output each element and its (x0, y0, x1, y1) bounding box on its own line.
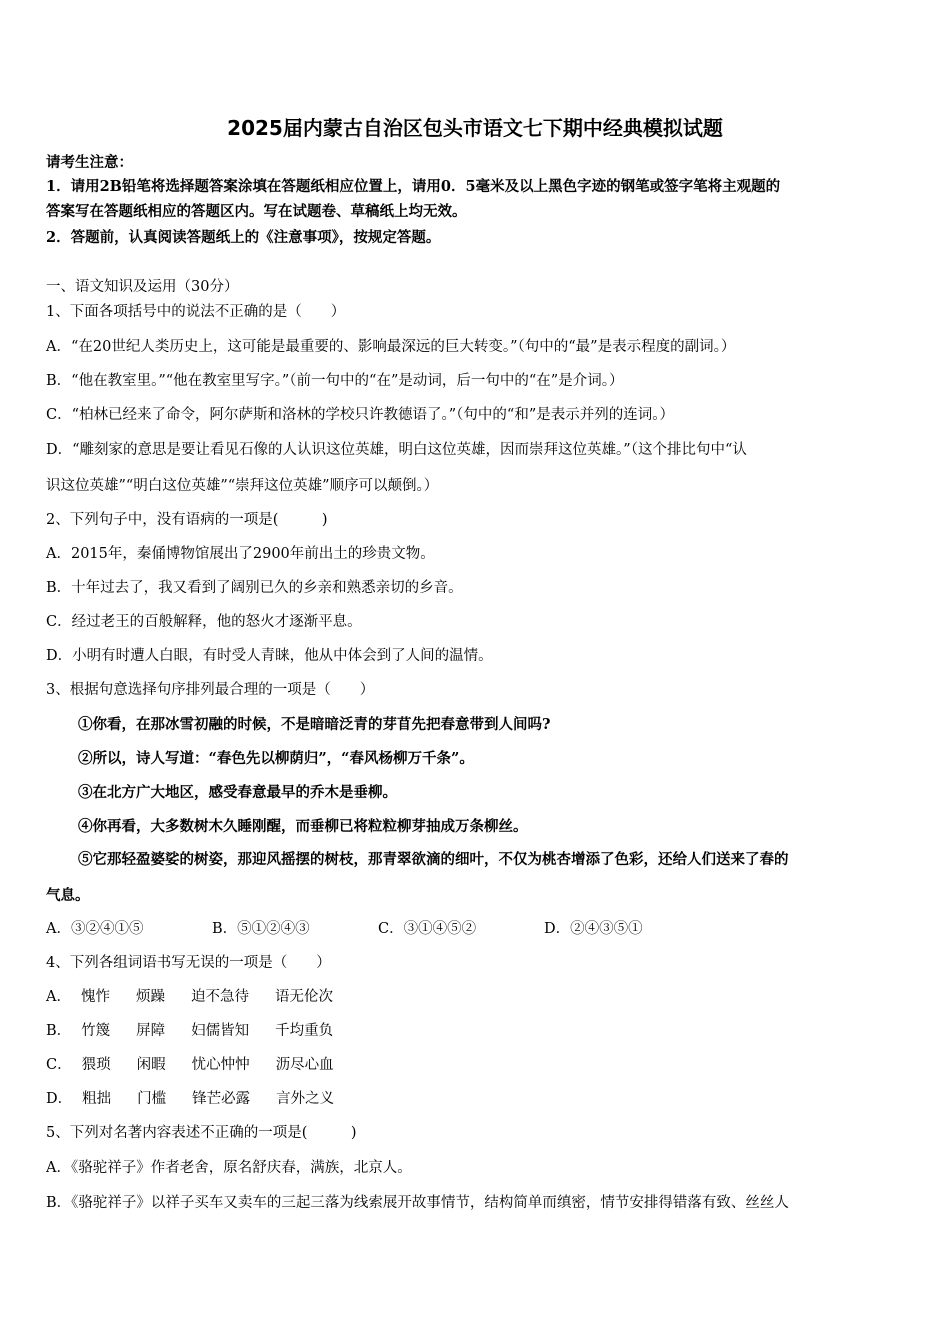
q4-a-word: 愧怍 (80, 989, 110, 1005)
q2-stem: 2、下列句子中，没有语病的一项是( ) (46, 512, 328, 528)
q1-option-c: C．“柏林已经来了命令，阿尔萨斯和洛林的学校只许教德语了。”（句中的“和”是表示并列的连词。） (46, 407, 674, 423)
q3-sentence-1: ①你看，在那冰雪初融的时候，不是暗暗泛青的芽苜先把春意带到人间吗? (78, 716, 551, 733)
q1-option-b: B．“他在教室里。”“他在教室里写字。”（前一句中的“在”是动词，后一句中的“在”是介词。） (46, 373, 624, 389)
q2-option-a: A．2015年，秦俑博物馆展出了2900年前出土的珍贵文物。 (46, 546, 435, 562)
q3-options (46, 920, 643, 938)
q5-option-b: B．《骆驼祥子》以祥子买车又卖车的三起三落为线索展开故事情节，结构简单而缜密，情节安排得错落有致、丝丝人 (46, 1195, 789, 1211)
section-heading: 一、语文知识及运用（30分） (46, 279, 239, 295)
q4-b-word: 千均重负 (275, 1023, 334, 1039)
q4-c-word: 闲暇 (136, 1057, 166, 1073)
q4-option-a (46, 988, 359, 1006)
q3-option-b: B．⑤①②④③ (212, 921, 310, 937)
q3-option-d: D．②④③⑤① (544, 921, 643, 937)
q4-b-word: 竹篾 (81, 1023, 111, 1039)
q4-a-word: 烦躁 (135, 989, 165, 1005)
q2-option-d: D．小明有时遭人白眼，有时受人青睐，他从中体会到了人间的温情。 (46, 648, 493, 664)
q4-b-key: B． (46, 1023, 72, 1039)
notice-item-2: 2．答题前，认真阅读答题纸上的《注意事项》，按规定答题。 (46, 229, 441, 246)
q4-c-word: 忧心忡忡 (191, 1057, 250, 1073)
notice-heading: 请考生注意： (46, 154, 133, 171)
q4-d-key: D． (46, 1091, 73, 1107)
q4-b-word: 妇儒皆知 (191, 1023, 250, 1039)
q4-a-word: 语无伦次 (274, 989, 333, 1005)
notice-item-1a: 1．请用2B铅笔将选择题答案涂填在答题纸相应位置上，请用0．5毫米及以上黑色字迹的钢笔或签字笔将主观题的 (46, 178, 781, 195)
q2-option-b: B．十年过去了，我又看到了阔别已久的乡亲和熟悉亲切的乡音。 (46, 580, 463, 596)
q1-stem: 1、下面各项括号中的说法不正确的是（ ） (46, 304, 346, 320)
q1-option-a: A．“在20世纪人类历史上，这可能是最重要的、影响最深远的巨大转变。”（句中的“最”是表示程度的副词。） (46, 339, 736, 355)
q4-a-key: A． (46, 989, 71, 1005)
q3-sentence-4: ④你再看，大多数树木久睡刚醒，而垂柳已将粒粒柳芽抽成万条柳丝。 (78, 818, 528, 835)
q4-stem: 4、下列各组词语书写无误的一项是（ ） (46, 955, 331, 971)
q3-sentence-5a: ⑤它那轻盈婆娑的树姿，那迎风摇摆的树枝，那青翠欲滴的细叶，不仅为桃杏增添了色彩，还给人们送来了春的 (78, 851, 789, 868)
q3-stem: 3、根据句意选择句序排列最合理的一项是（ ） (46, 682, 375, 698)
notice-item-1b: 答案写在答题纸相应的答题区内。写在试题卷、草稿纸上均无效。 (46, 203, 467, 220)
q3-option-c: C．③①④⑤② (378, 921, 477, 937)
q3-option-a: A．③②④①⑤ (46, 921, 144, 937)
q5-option-a: A．《骆驼祥子》作者老舍，原名舒庆春，满族，北京人。 (46, 1160, 412, 1176)
q4-c-word: 猥琐 (81, 1057, 111, 1073)
q4-option-c (46, 1056, 360, 1074)
q2-option-c: C．经过老王的百般解释，他的怒火才逐渐平息。 (46, 614, 362, 630)
q4-d-word: 锋芒必露 (192, 1091, 251, 1107)
q4-c-key: C． (46, 1057, 72, 1073)
q4-d-word: 粗拙 (82, 1091, 112, 1107)
q3-sentence-3: ③在北方广大地区，感受春意最早的乔木是垂柳。 (78, 784, 397, 801)
q4-option-b (46, 1022, 359, 1040)
q3-sentence-2: ②所以，诗人写道：“春色先以柳荫归”，“春风杨柳万千条”。 (78, 750, 474, 767)
q4-c-word: 沥尽心血 (275, 1057, 334, 1073)
q1-option-d-line2: 识这位英雄”“明白这位英雄”“崇拜这位英雄”顺序可以颠倒。） (46, 478, 439, 494)
q4-a-word: 迫不急待 (190, 989, 249, 1005)
q3-sentence-5b: 气息。 (46, 887, 90, 904)
q4-d-word: 言外之义 (276, 1091, 335, 1107)
q4-option-d (46, 1090, 360, 1108)
q1-option-d-line1: D．“雕刻家的意思是要让看见石像的人认识这位英雄，明白这位英雄，因而崇拜这位英雄。”（这个排比句中“认 (46, 442, 747, 458)
page-title: 2025届内蒙古自治区包头市语文七下期中经典模拟试题 (227, 116, 723, 140)
q4-d-word: 门槛 (137, 1091, 167, 1107)
q4-b-word: 屏障 (136, 1023, 166, 1039)
q5-stem: 5、下列对名著内容表述不正确的一项是( ) (46, 1125, 357, 1141)
